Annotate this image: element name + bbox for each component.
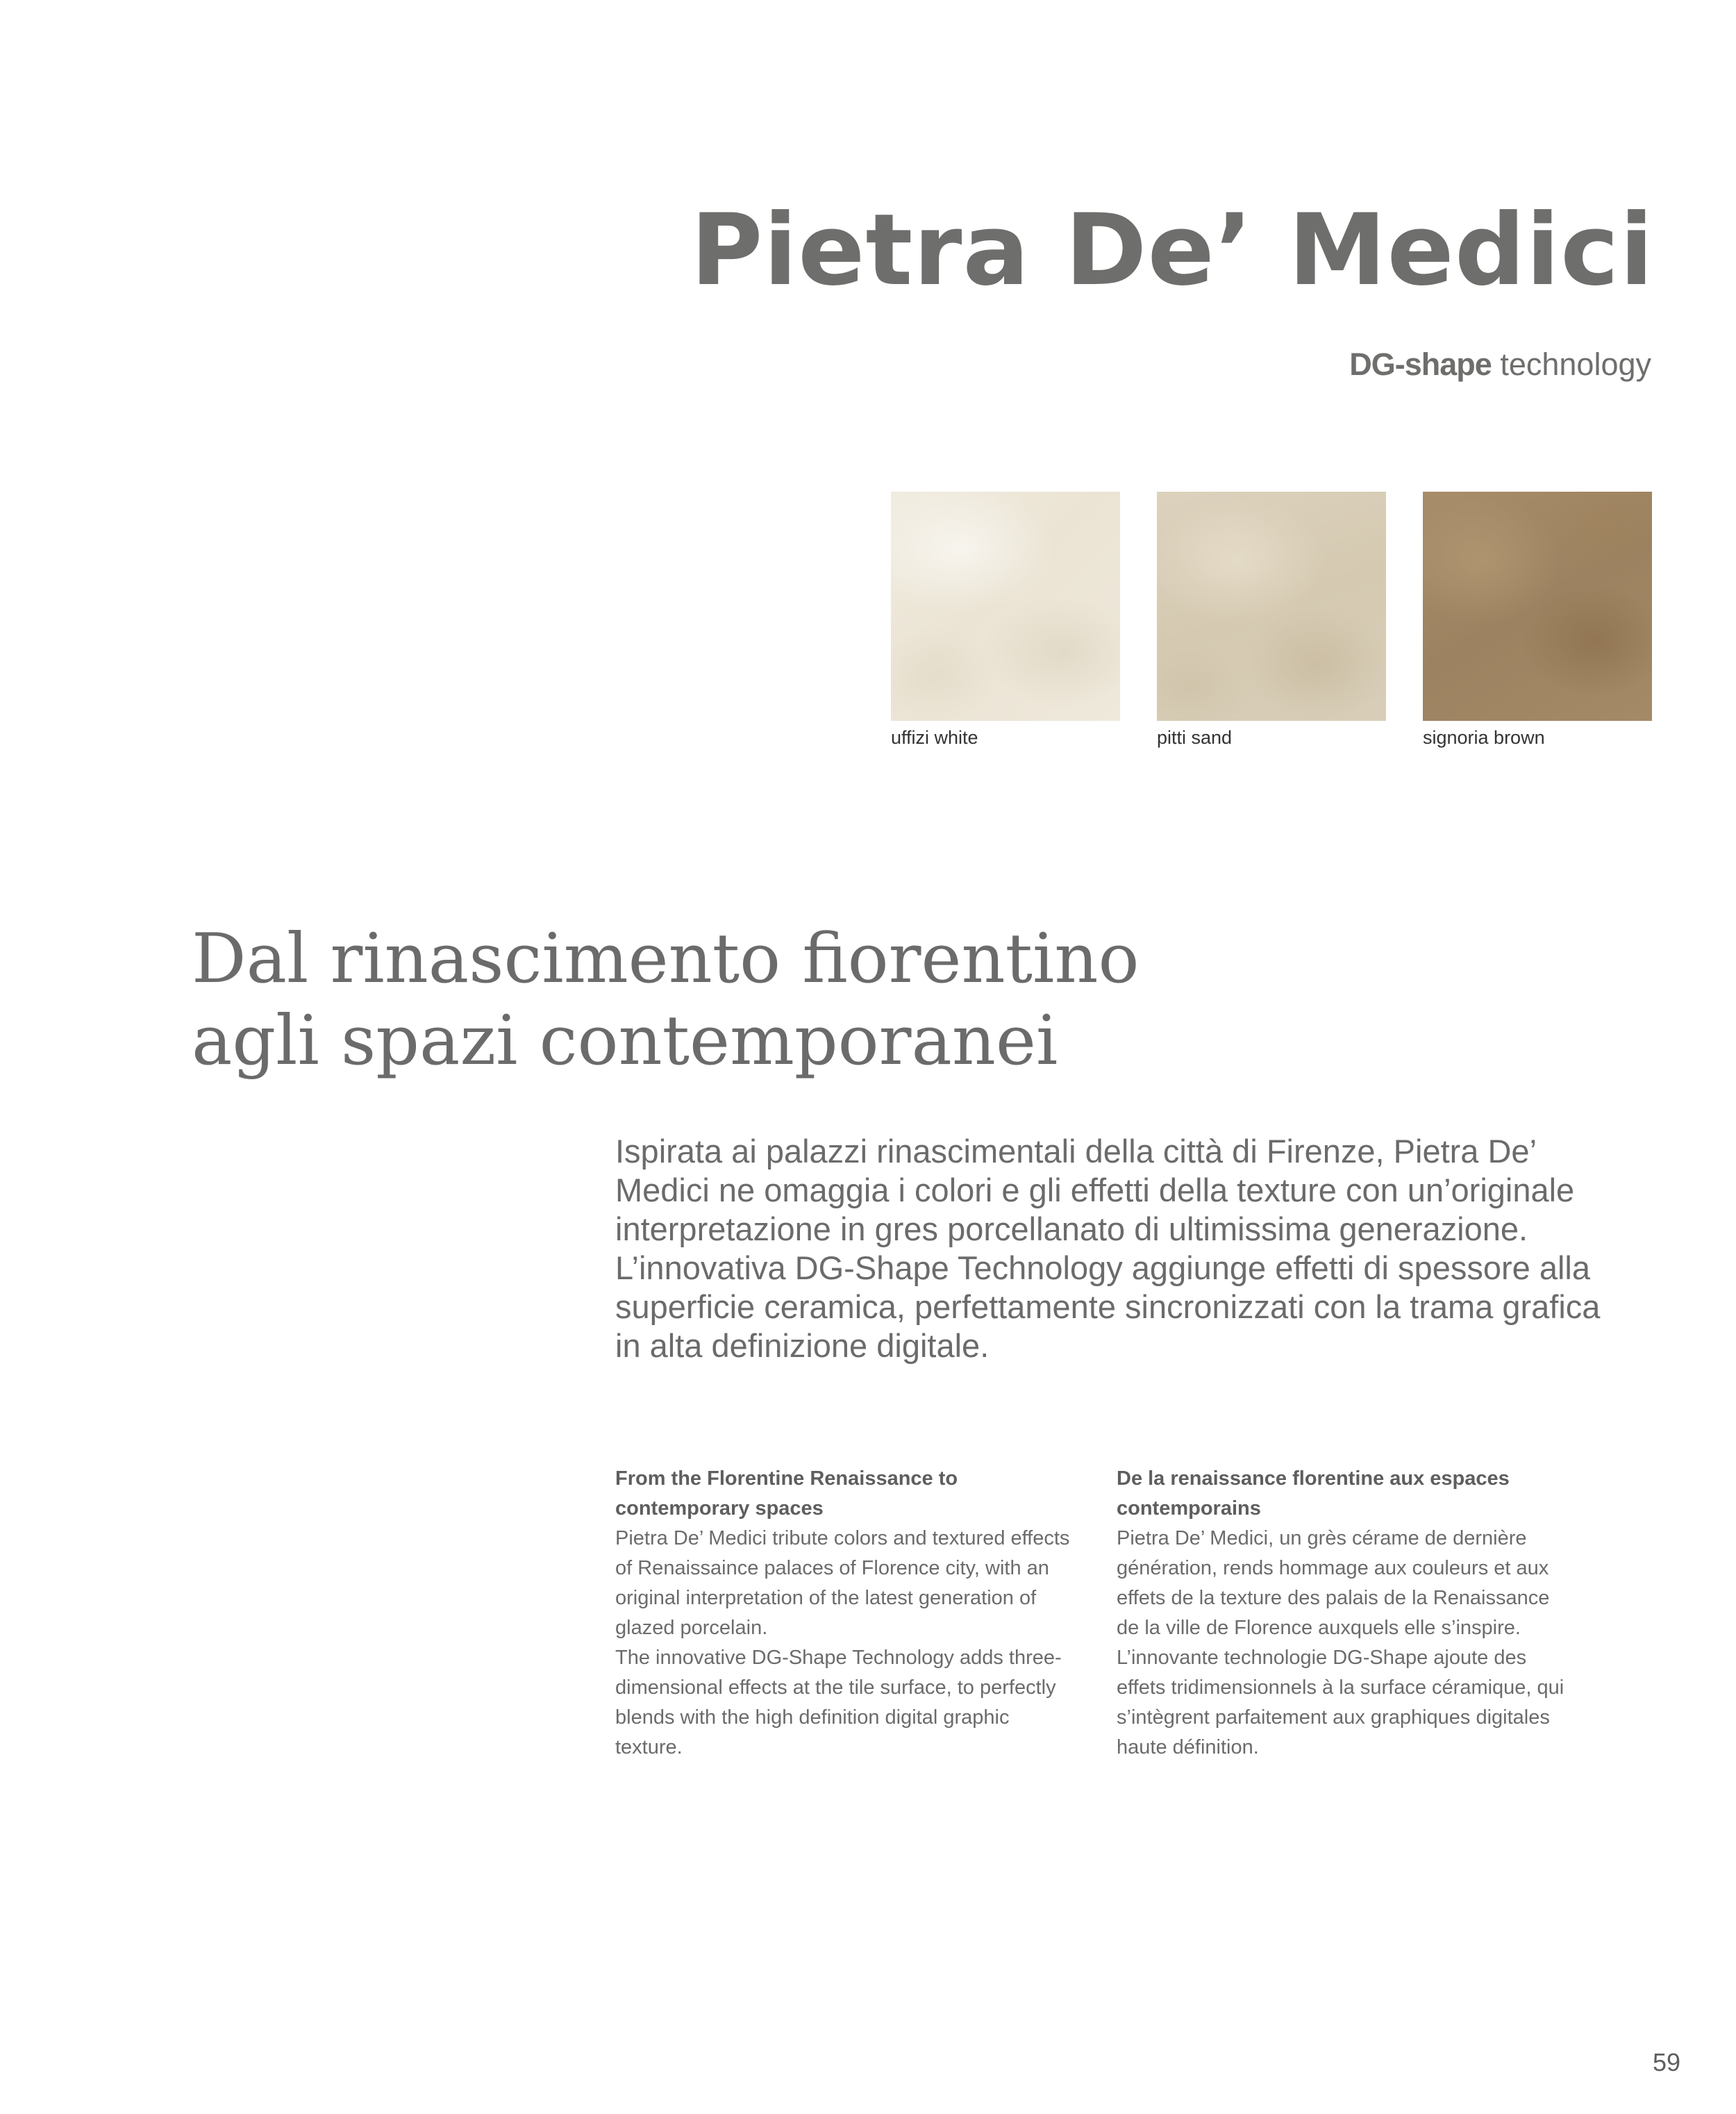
italian-intro-paragraph-1: Ispirata ai palazzi rinascimentali della città di Firenze, Pietra De’ Medici ne omaggia i colori e gli effetti della texture con un’originale interpretazione in gres porcellanato di ultimissima generazione. xyxy=(615,1133,1575,1247)
technology-subtitle xyxy=(1349,349,1651,380)
technology-suffix: technology xyxy=(1491,347,1651,382)
french-column xyxy=(1117,1464,1575,1763)
swatch-signoria-brown xyxy=(1423,492,1652,749)
french-heading: De la renaissance florentine aux espaces contemporains xyxy=(1117,1467,1510,1520)
section-heading xyxy=(192,918,1140,1082)
swatch-tile-image xyxy=(1423,492,1652,721)
swatch-label: uffizi white xyxy=(891,727,978,748)
english-paragraph-1: Pietra De’ Medici tribute colors and textured effects of Renaissaince palaces of Florence city, with an original interpretation of the latest generation of glazed porcelain. xyxy=(615,1527,1070,1639)
page-title: Pietra De’ Medici xyxy=(690,193,1654,308)
swatch-uffizi-white xyxy=(891,492,1120,749)
english-paragraph-2: The innovative DG-Shape Technology adds three-dimensional effects at the tile surface, to perfectly blends with the high definition digital graphic texture. xyxy=(615,1647,1062,1758)
english-column xyxy=(615,1464,1074,1763)
french-paragraph-2: L’innovante technologie DG-Shape ajoute des effets tridimensionnels à la surface céramique, qui s’intègrent parfaitement aux graphiques digitales haute définition. xyxy=(1117,1647,1564,1758)
swatch-label: signoria brown xyxy=(1423,727,1545,748)
italian-intro-paragraph-2: L’innovativa DG-Shape Technology aggiunge effetti di spessore alla superficie ceramica, perfettamente sincronizzati con la trama grafica in alta definizione digitale. xyxy=(615,1249,1601,1364)
italian-intro xyxy=(615,1132,1601,1365)
swatch-label: pitti sand xyxy=(1157,727,1233,748)
english-heading: From the Florentine Renaissance to contemporary spaces xyxy=(615,1467,958,1520)
page-number: 59 xyxy=(1652,2048,1680,2076)
swatch-pitti-sand xyxy=(1157,492,1386,749)
swatch-tile-image xyxy=(1157,492,1386,721)
french-paragraph-1: Pietra De’ Medici, un grès cérame de dernière génération, rends hommage aux couleurs et aux effets de la texture des palais de la Renaissance de la ville de Florence auxquels elle s’inspire. xyxy=(1117,1527,1550,1639)
section-heading-line-1: Dal rinascimento fiorentino xyxy=(192,919,1140,999)
swatch-tile-image xyxy=(891,492,1120,721)
section-heading-line-2: agli spazi contemporanei xyxy=(192,1001,1058,1081)
technology-name: DG-shape xyxy=(1349,347,1492,382)
